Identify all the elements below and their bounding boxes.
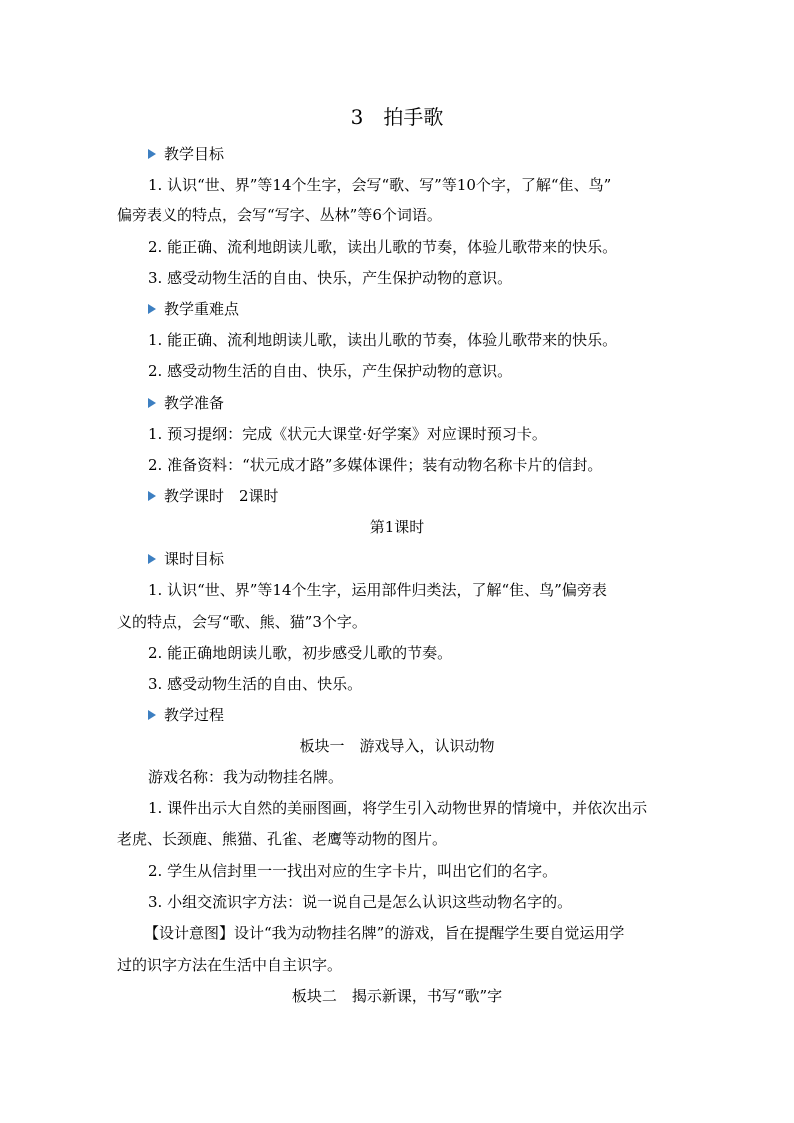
- lesson-heading: 第1课时: [369, 518, 425, 536]
- goal-item-3: 3. 感受动物生活的自由、快乐，产生保护动物的意识。: [148, 269, 513, 287]
- section-preparation: [148, 393, 708, 413]
- block1-step-3: 3. 小组交流识字方法：说一说自己是怎么认识这些动物名字的。: [148, 893, 573, 911]
- lesson-goal-3: 3. 感受动物生活的自由、快乐。: [148, 675, 363, 693]
- triangle-marker-icon: [148, 398, 156, 408]
- block1-heading: 板块一 游戏导入，认识动物: [299, 737, 495, 755]
- block1-game-name: 游戏名称：我为动物挂名牌。: [148, 768, 344, 786]
- section-key-points: [148, 299, 708, 319]
- lesson-goal-1: 1. 认识“世、界”等14个生字，运用部件归类法，了解“隹、鸟”偏旁表: [148, 581, 607, 599]
- page-title: 3 拍手歌: [350, 105, 444, 129]
- section-teaching-goals: [148, 144, 708, 164]
- section-label: 课时目标: [164, 550, 225, 568]
- lesson-goal-2: 2. 能正确地朗读儿歌，初步感受儿歌的节奏。: [148, 644, 453, 662]
- triangle-marker-icon: [148, 149, 156, 159]
- section-label: 教学目标: [164, 145, 225, 163]
- section-label: 教学重难点: [164, 300, 240, 318]
- block2-heading: 板块二 揭示新课，书写“歌”字: [291, 987, 503, 1005]
- triangle-marker-icon: [148, 710, 156, 720]
- section-label: 教学课时 2课时: [164, 487, 279, 505]
- block1-design-intent: 【设计意图】设计“我为动物挂名牌”的游戏，旨在提醒学生要自觉运用学: [144, 924, 625, 942]
- keypoint-item-2: 2. 感受动物生活的自由、快乐，产生保护动物的意识。: [148, 362, 513, 380]
- block1-step-1: 1. 课件出示大自然的美丽图画，将学生引入动物世界的情境中，并依次出示: [148, 799, 648, 817]
- keypoint-item-1: 1. 能正确、流利地朗读儿歌，读出儿歌的节奏，体验儿歌带来的快乐。: [148, 331, 618, 349]
- section-teaching-process: [148, 705, 708, 725]
- goal-item-1-cont: 偏旁表义的特点，会写“写字、丛林”等6个词语。: [117, 206, 442, 224]
- prep-item-1: 1. 预习提纲：完成《状元大课堂·好学案》对应课时预习卡。: [148, 425, 547, 443]
- section-label: 教学过程: [164, 706, 225, 724]
- triangle-marker-icon: [148, 491, 156, 501]
- triangle-marker-icon: [148, 304, 156, 314]
- section-class-hours: [148, 486, 708, 506]
- block1-step-2: 2. 学生从信封里一一找出对应的生字卡片，叫出它们的名字。: [148, 862, 558, 880]
- prep-item-2: 2. 准备资料：“状元成才路”多媒体课件；装有动物名称卡片的信封。: [148, 456, 603, 474]
- section-lesson-goals: [148, 549, 708, 569]
- block1-design-intent-cont: 过的识字方法在生活中自主识字。: [117, 956, 343, 974]
- section-label: 教学准备: [164, 394, 225, 412]
- lesson-goal-1-cont: 义的特点，会写“歌、熊、猫”3个字。: [117, 613, 367, 631]
- block1-step-1-cont: 老虎、长颈鹿、熊猫、孔雀、老鹰等动物的图片。: [117, 830, 448, 848]
- triangle-marker-icon: [148, 554, 156, 564]
- goal-item-2: 2. 能正确、流利地朗读儿歌，读出儿歌的节奏，体验儿歌带来的快乐。: [148, 238, 618, 256]
- goal-item-1: 1. 认识“世、界”等14个生字，会写“歌、写”等10个字，了解“隹、鸟”: [148, 176, 612, 194]
